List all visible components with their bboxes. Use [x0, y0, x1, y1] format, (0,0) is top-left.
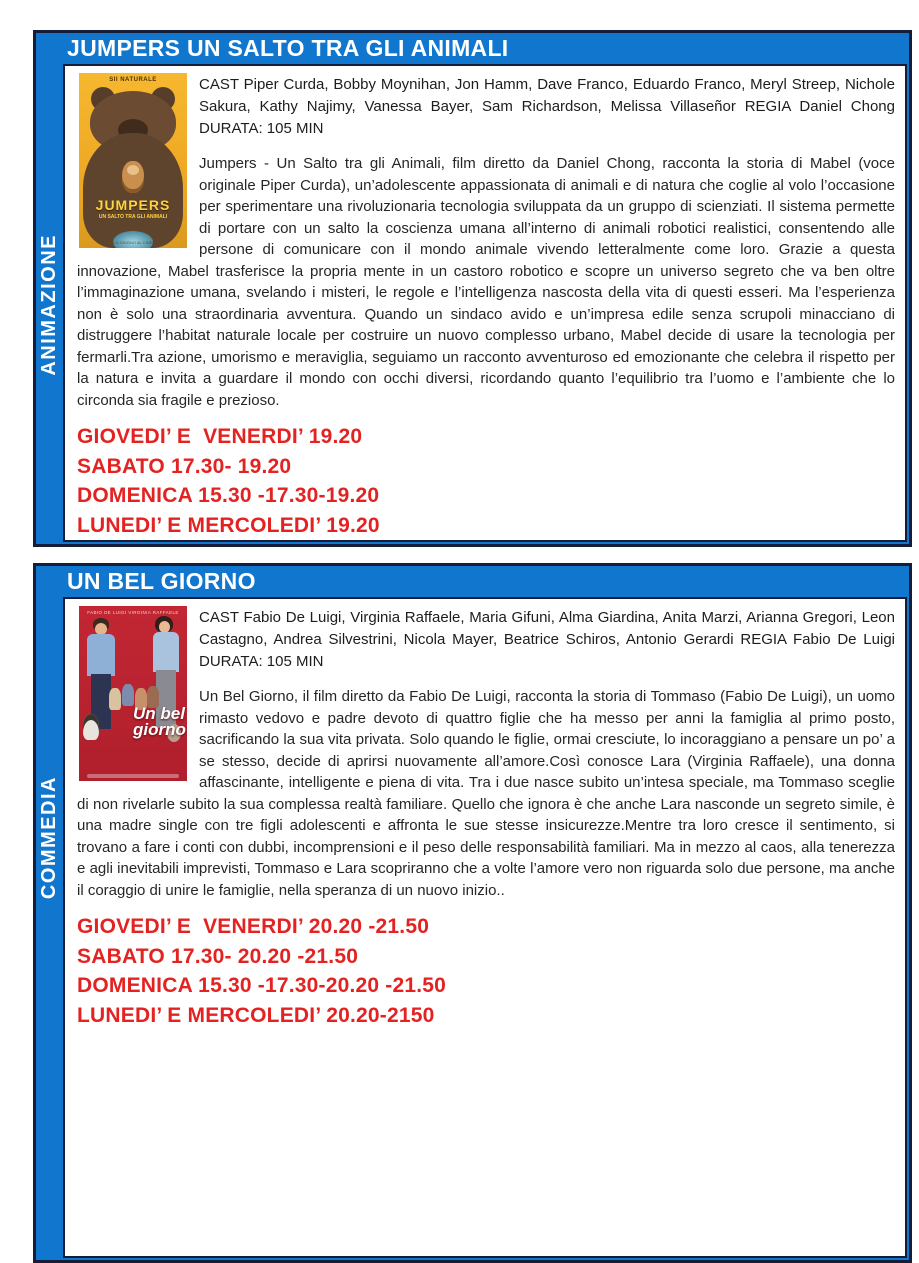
showtime-line: SABATO 17.30- 19.20: [77, 454, 292, 478]
film-poster-image: [79, 73, 187, 248]
showtime-line: SABATO 17.30- 20.20 -21.50: [77, 944, 359, 968]
showtime-line: DOMENICA 15.30 -17.30-20.20 -21.50: [77, 974, 447, 997]
film-content-box: [63, 64, 907, 542]
poster-subtitle: UN SALTO TRA GLI ANIMALI: [98, 214, 168, 220]
poster-tagline: SII NATURALE: [109, 77, 157, 83]
film-title-bar: [36, 566, 909, 597]
film-card-un-bel-giorno: [33, 563, 912, 1263]
showtimes-list: [77, 912, 895, 1030]
poster-title: Un bel giorno: [133, 704, 186, 739]
poster-title: JUMPERS: [95, 197, 171, 213]
film-title: UN BEL GIORNO: [67, 568, 256, 594]
film-card-jumpers: [33, 30, 912, 547]
poster-credits: DAL 6 GIUGNO AL CINEMA: [107, 240, 159, 245]
genre-label: COMMEDIA: [38, 776, 60, 900]
genre-band: [36, 64, 63, 546]
poster-credits-top: FABIO DE LUIGI VIRGINIA RAFFAELE: [87, 610, 179, 615]
genre-label: ANIMAZIONE: [38, 234, 60, 376]
showtime-line: LUNEDI’ E MERCOLEDI’ 20.20-2150: [77, 1003, 435, 1027]
genre-band: [36, 597, 63, 1079]
film-poster-image: [79, 606, 187, 781]
film-content-box: [63, 597, 907, 1258]
film-title-bar: [36, 33, 909, 64]
film-title: JUMPERS UN SALTO TRA GLI ANIMALI: [67, 35, 509, 61]
showtime-line: LUNEDI’ E MERCOLEDI’ 19.20: [77, 513, 380, 537]
showtime-line: GIOVEDI’ E VENERDI’ 20.20 -21.50: [77, 915, 430, 938]
showtime-line: GIOVEDI’ E VENERDI’ 19.20: [77, 425, 363, 448]
cast-paragraph: CAST Fabio De Luigi, Virginia Raffaele, Maria Gifuni, Alma Giardina, Anita Marzi, Arianna Gregori, Leon Castagno, Andrea Silvestrini, Nicola Mayer, Beatrice Schiros, Antonio Gerardi REGIA Fabio De Luigi DURATA: 105 MIN: [199, 609, 895, 670]
showtimes-list: [77, 422, 895, 540]
showtime-line: DOMENICA 15.30 -17.30-19.20: [77, 484, 380, 507]
cast-paragraph: CAST Piper Curda, Bobby Moynihan, Jon Hamm, Dave Franco, Eduardo Franco, Meryl Streep, Nichole Sakura, Kathy Najimy, Vanessa Bayer, Sam Richardson, Melissa Villaseñor REGIA Daniel Chong DURATA: 105 MIN: [199, 76, 895, 137]
film-description: Jumpers - Un Salto tra gli Animali, film diretto da Daniel Chong, racconta la storia di Mabel (voce originale Piper Curda), un’adolescente appassionata di animali e di natura che coglie al volo l’occasione per sperimentare una rivoluzionaria tecnologia sviluppata da un gruppo di scienziati. Il sistema permette di portare con un salto la coscienza umana all’interno di animali robotici realistici, consentendo alle persone di comunicare con il mondo animale vivendo letteralmente come loro. Grazie a questa innovazione, Mabel trasferisce la propria mente in un castoro robotico e scopre un universo segreto che va ben oltre l’immaginazione umana, svelando i misteri, le regole e l’intelligenza nascosta della vita di questi esseri. Ma l’esperienza non è solo una straordinaria avventura. Quando un sindaco avido e un’impresa edile senza scrupoli minacciano di distruggere l’habitat naturale locale per costruire un nuovo complesso urbano, Mabel decide di usare la tecnologia per fermarli.Tra azione, umorismo e meraviglia, seguiamo un racconto avventuroso ed emozionante che celebra il rispetto per la natura e invita a guardare il mondo con occhi diversi, ricordando quanto l’equilibrio tra l’uomo e l’ambiente che lo circonda sia fragile e prezioso.: [77, 155, 895, 409]
film-description: Un Bel Giorno, il film diretto da Fabio De Luigi, racconta la storia di Tommaso (Fabio De Luigi), un uomo rimasto vedovo e padre devoto di quattro figlie che ha messo per anni la famiglia al primo posto, sacrificando la sua vita privata. Solo quando le figlie, ormai cresciute, lo incoraggiano a pensare un po’ a se stesso, decide di aprirsi nuovamente all’amore.Così conosce Lara (Virginia Raffaele), una donna affascinante, intelligente e piena di vita. Tra i due nasce subito un’intesa speciale, ma Tommaso sceglie di non rivelarle subito la sua complessa realtà familiare. Quello che ignora è che anche Lara nasconde un segreto simile, è una madre single con tre figli adolescenti e affronta le sue stesse insicurezze.Mentre tra loro cresce il sentimento, si trovano a fare i conti con dubbi, incomprensioni e il peso delle responsabilità familiari. Ma in mezzo al caos, alla tenerezza e agli inevitabili imprevisti, Tommaso e Lara scopriranno che a volte l’amore vero non riguarda solo due persone, ma anche il coraggio di unire le famiglie, nella speranza di un nuovo inizio..: [77, 688, 895, 899]
